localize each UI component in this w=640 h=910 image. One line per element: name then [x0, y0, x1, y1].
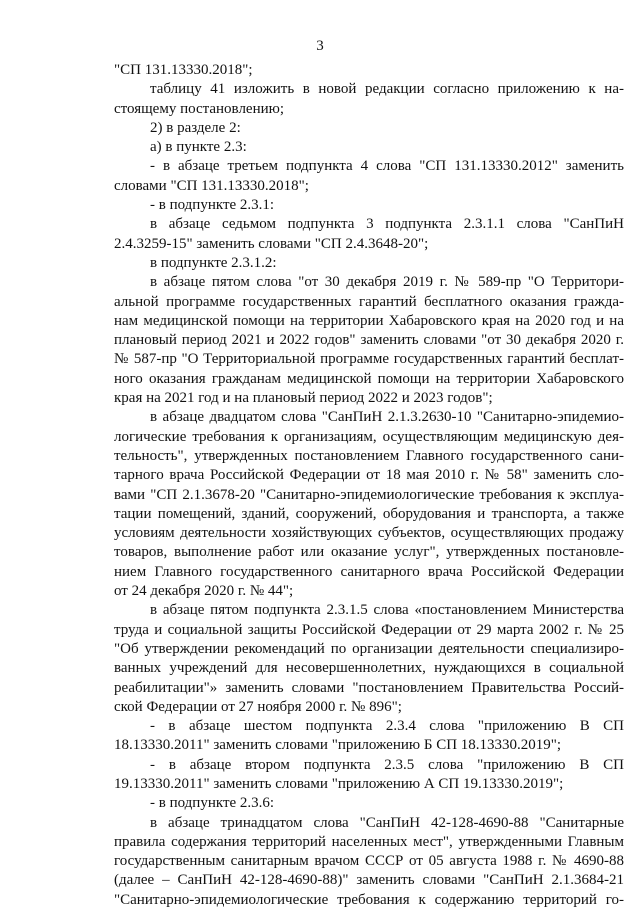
text-line: - в абзаце шестом подпункта 2.3.4 слова "приложению В СП: [150, 718, 624, 735]
text-line: плановый период 2021 и 2022 годов" заменить словами "от 30 декабря 2020 г.: [114, 332, 624, 349]
text-line: (далее – СанПиН 42-128-4690-88)" заменить словами "СанПиН 2.1.3684-21: [114, 872, 624, 889]
text-line: - в подпункте 2.3.1:: [150, 197, 275, 214]
text-line: 2) в разделе 2:: [150, 119, 241, 136]
text-line: - в абзаце втором подпункта 2.3.5 слова "приложению В СП: [150, 756, 624, 773]
text-line: ванных учреждений для несовершеннолетних, нуждающихся в социальной: [114, 660, 624, 677]
text-line: 19.13330.2011" заменить словами "приложению А СП 19.13330.2019";: [114, 775, 564, 792]
text-line: 2.4.3259-15" заменить словами "СП 2.4.3648-20";: [114, 235, 429, 252]
text-line: условиям деятельности хозяйствующих субъектов, осуществляющих продажу: [114, 525, 624, 542]
text-line: стоящему постановлению;: [114, 100, 285, 117]
text-line: реабилитации"» заменить словами "постановлением Правительства Россий-: [114, 679, 624, 696]
text-line: вами "СП 2.1.3678-20 "Санитарно-эпидемиологические требования к эксплуа-: [114, 486, 624, 503]
text-line: а) в пункте 2.3:: [150, 139, 247, 156]
text-line: - в подпункте 2.3.6:: [150, 795, 275, 812]
text-line: логические требования к организациям, осуществляющим медицинскую дея-: [114, 428, 624, 445]
text-line: в абзаце двадцатом слова "СанПиН 2.1.3.2630-10 "Санитарно-эпидемио-: [150, 409, 624, 426]
text-line: 18.13330.2011" заменить словами "приложению Б СП 18.13330.2019";: [114, 737, 562, 754]
text-line: нием Главного государственного санитарного врача Российской Федерации: [114, 563, 624, 580]
text-line: словами "СП 131.13330.2018";: [114, 177, 309, 194]
text-line: нам медицинской помощи на территории Хабаровского края на 2020 год и на: [114, 312, 624, 329]
text-line: ного оказания гражданам медицинской помощи на территории Хабаровского: [114, 370, 624, 387]
text-line: в абзаце тринадцатом слова "СанПиН 42-128-4690-88 "Санитарные: [150, 814, 624, 831]
text-line: таблицу 41 изложить в новой редакции согласно приложению к на-: [150, 81, 624, 98]
text-line: № 587-пр "О Территориальной программе государственных гарантий бесплат-: [114, 351, 624, 368]
text-line: "Об утверждении рекомендаций по организации деятельности специализиро-: [114, 640, 624, 657]
text-line: края на 2021 год и на плановый период 2022 и 2023 годов";: [114, 390, 493, 407]
text-line: ской Федерации от 27 ноября 2000 г. № 896";: [114, 698, 402, 715]
text-line: от 24 декабря 2020 г. № 44";: [114, 583, 294, 600]
text-line: тарного врача Российской Федерации от 18 мая 2010 г. № 58" заменить сло-: [114, 467, 624, 484]
text-line: товаров, выполнение работ или оказание услуг", утвержденных постановле-: [114, 544, 624, 561]
document-body: [114, 61, 624, 910]
text-line: в абзаце пятом слова "от 30 декабря 2019 г. № 589-пр "О Территори-: [150, 274, 624, 291]
text-line: правила содержания территорий населенных мест", утвержденными Главным: [114, 833, 624, 850]
text-line: государственным санитарным врачом СССР от 05 августа 1988 г. № 4690-88: [114, 853, 624, 870]
text-line: тельность", утвержденных постановлением Главного государственного сани-: [114, 447, 624, 464]
text-line: альной программе государственных гарантий бесплатного оказания гражда-: [114, 293, 624, 310]
text-line: в абзаце седьмом подпункта 3 подпункта 2.3.1.1 слова "СанПиН: [150, 216, 624, 233]
text-line: "СП 131.13330.2018";: [114, 62, 253, 78]
text-line: труда и социальной защиты Российской Федерации от 29 марта 2002 г. № 25: [114, 621, 624, 638]
text-line: в абзаце пятом подпункта 2.3.1.5 слова «постановлением Министерства: [150, 602, 624, 619]
text-line: в подпункте 2.3.1.2:: [150, 254, 277, 271]
text-line: "Санитарно-эпидемиологические требования к содержанию территорий го-: [114, 891, 624, 908]
text-line: - в абзаце третьем подпункта 4 слова "СП 131.13330.2012" заменить: [150, 158, 624, 175]
text-line: тации помещений, зданий, сооружений, оборудования и транспорта, а также: [114, 505, 624, 522]
page-number: 3: [316, 38, 324, 54]
